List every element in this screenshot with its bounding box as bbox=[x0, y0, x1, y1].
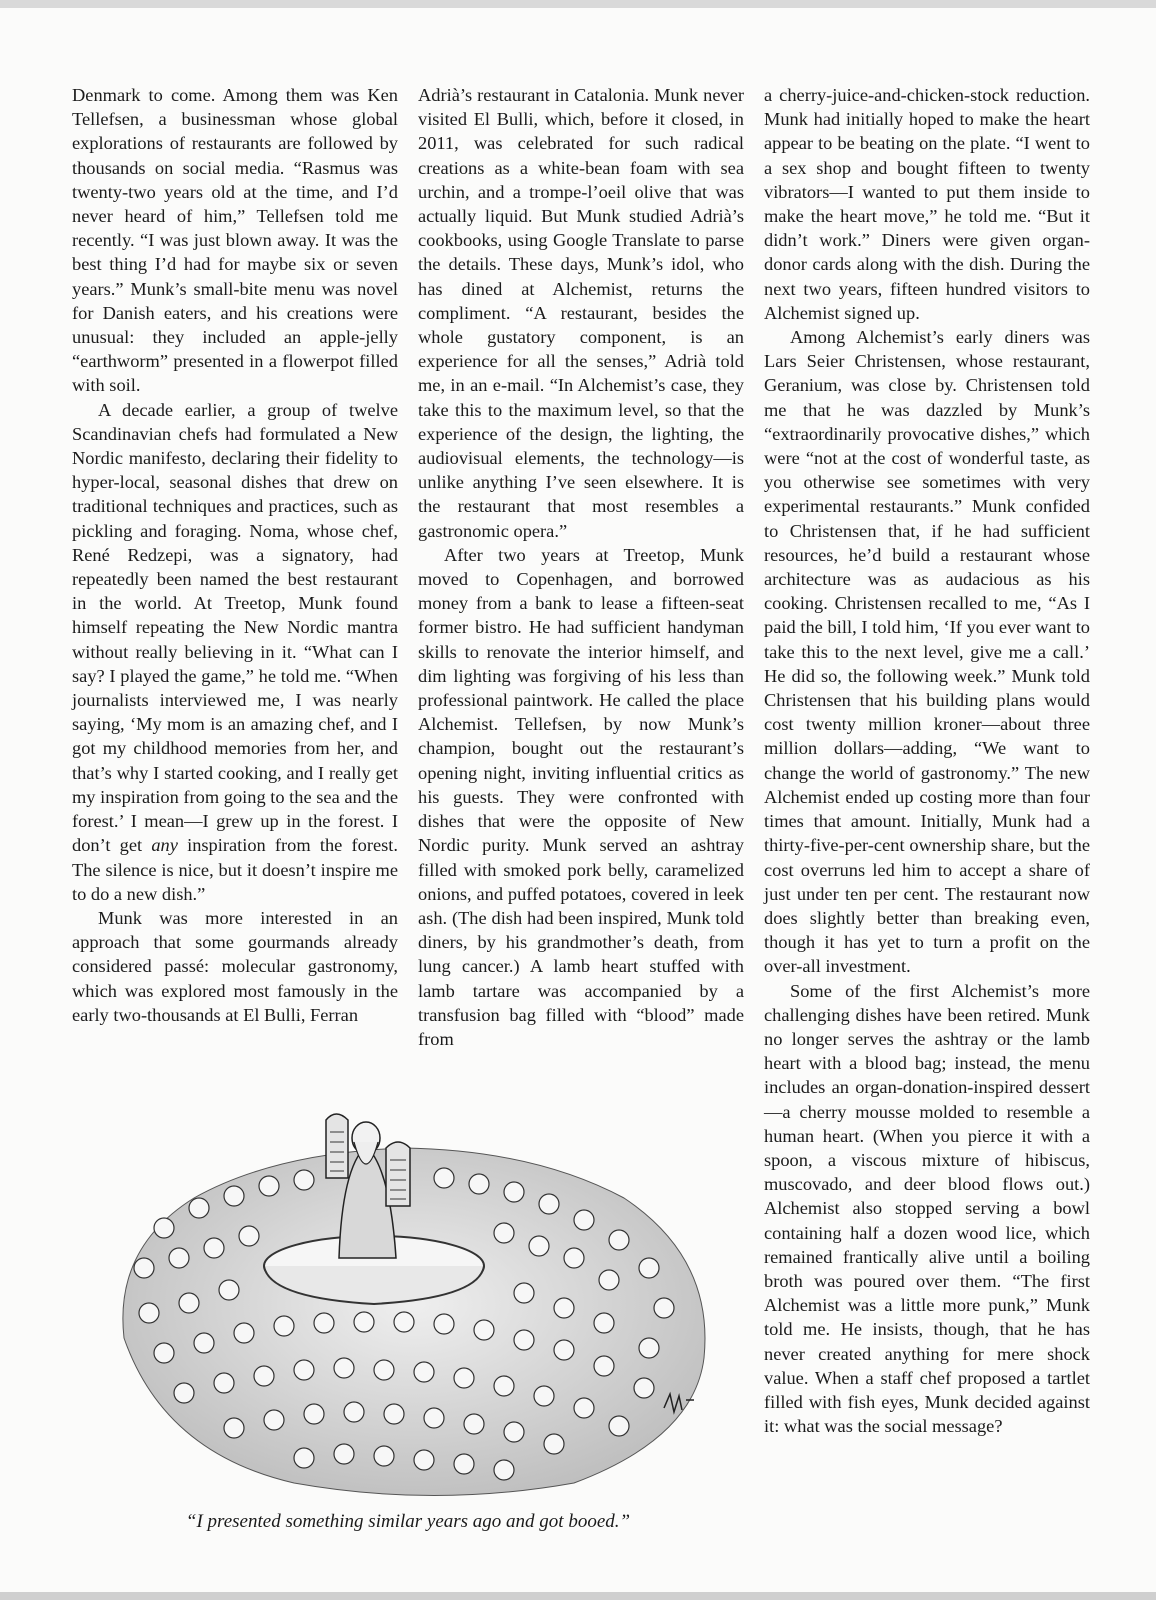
paragraph: Some of the first Alchemist’s more challenging dishes have been retired. Munk no longer serves the ashtray or the lamb heart with a blood bag; instead, the menu includes an organ-donation-inspired dessert—a cherry mousse molded to resemble a human heart. (When you pierce it with a spoon, a viscous mixture of hibiscus, muscovado, and deer blood flows out.) Alchemist also stopped serving a bowl containing half a dozen wood lice, which remained frantically alive until a boiling broth was poured over them. “The first Alchemist was a little more punk,” Munk told me. He insists, though, that he has never created anything for mere shock value. When a staff chef proposed a tartlet filled with fish eyes, Munk decided against it: what was the social message? bbox=[764, 980, 1090, 1437]
tablet-left bbox=[326, 1114, 348, 1178]
article-column-3 bbox=[764, 83, 1090, 1438]
paragraph bbox=[72, 398, 398, 906]
page-edge-bottom bbox=[0, 1592, 1156, 1600]
paragraph-text: A decade earlier, a group of twelve Scandinavian chefs had formulated a New Nordic manifesto, declaring their fidelity to hyper-local, seasonal dishes that drew on traditional techniques and practices, such as pickling and foraging. Noma, whose chef, René Redzepi, was a signatory, had repeatedly been named the best restaurant in the world. At Treetop, Munk found himself repeating the New Nordic mantra without really believing in it. “What can I say? I played the game,” he told me. “When journalists interviewed me, I was nearly saying, ‘My mom is an amazing chef, and I got my childhood memories from her, and that’s why I started cooking, and I really get my inspiration from going to the sea and the forest.’ I mean—I grew up in the forest. I don’t get bbox=[72, 399, 398, 856]
cartoon-illustration bbox=[104, 1108, 724, 1508]
cartoon-caption: “I presented something similar years ago and got booed.” bbox=[185, 1511, 631, 1532]
paragraph-text: inspiration from the forest. The silence is nice, but it doesn’t inspire me to do a new dish.” bbox=[72, 835, 398, 904]
paragraph: a cherry-juice-and-chicken-stock reduction. Munk had initially hoped to make the heart appear to be beating on the plate. “I went to a sex shop and bought fifteen to twenty vibrators—I wanted to put them inside to make the heart move,” he told me. “But it didn’t work.” Diners were given organ-donor cards along with the dish. During the next two years, fifteen hundred visitors to Alchemist signed up. bbox=[764, 85, 1090, 323]
tablet-right bbox=[386, 1142, 410, 1206]
article-column-1 bbox=[72, 83, 398, 1027]
paragraph: Munk was more interested in an approach that some gourmands already considered passé: molecular gastronomy, which was explored most famously in the early two-thousands at El Bulli, Ferran bbox=[72, 907, 398, 1025]
page-edge-top bbox=[0, 0, 1156, 8]
paragraph: After two years at Treetop, Munk moved to Copenhagen, and borrowed money from a bank to lease a fifteen-seat former bistro. He had sufficient handyman skills to renovate the interior himself, and dim lighting was forgiving of his less than professional paintwork. He called the place Alchemist. Tellefsen, by now Munk’s champion, bought out the restaurant’s opening night, inviting influential critics as his guests. They were confronted with dishes that were the opposite of New Nordic purity. Munk served an ashtray filled with smoked pork belly, caramelized onions, and puffed potatoes, covered in leek ash. (The dish had been inspired, Munk told diners, by his grandmother’s death, from lung cancer.) A lamb heart stuffed with lamb tartare was accompanied by a transfusion bag filled with “blood” made from bbox=[418, 544, 744, 1049]
paragraph: Among Alchemist’s early diners was Lars Seier Christensen, whose restaurant, Geranium, was close by. Christensen told me that he was dazzled by Munk’s “extraordinarily provocative dishes,” which were “not at the cost of wonderful taste, as you otherwise see sometimes with very experimental restaurants.” Munk confided to Christensen that, if he had sufficient resources, he’d build a restaurant whose architecture was as audacious as his cooking. Christensen recalled to me, “As I paid the bill, I told him, ‘If you ever want to take this to the next level, give me a call.’ He did so, the following week.” Munk told Christensen that his building plans would cost twenty million kroner—about three million dollars—adding, “We want to change the world of gastronomy.” The new Alchemist ended up costing more than four times that amount. Initially, Munk had a thirty-five-per-cent ownership share, but the cost overruns led him to accept a share of just under ten per cent. The restaurant now does slightly better than breaking even, though it has yet to turn a profit on the over-all investment. bbox=[764, 327, 1090, 977]
paragraph: Denmark to come. Among them was Ken Tellefsen, a businessman whose global explorations of restaurants are followed by thousands on social media. “Rasmus was twenty-two years old at the time, and I’d never heard of him,” Tellefsen told me recently. “I was just blown away. It was the best thing I’d had for maybe six or seven years.” Munk’s small-bite menu was novel for Danish eaters, and his creations were unusual: they included an apple-jelly “earthworm” presented in a flowerpot filled with soil. bbox=[72, 85, 398, 396]
paragraph: Adrià’s restaurant in Catalonia. Munk never visited El Bulli, which, before it closed, in 2011, was celebrated for such radical creations as a white-bean foam with sea urchin, and a trompe-l’oeil olive that was actually liquid. But Munk studied Adrià’s cookbooks, using Google Translate to parse the details. These days, Munk’s idol, who has dined at Alchemist, returns the compliment. “A restaurant, besides the whole gustatory component, is an experience for all the senses,” Adrià told me, in an e-mail. “In Alchemist’s case, they take this to the maximum level, so that the experience of the design, the lighting, the audiovisual elements, the technology—is unlike anything I’ve seen elsewhere. It is the restaurant that most resembles a gastronomic opera.” bbox=[418, 85, 744, 541]
article-column-2 bbox=[418, 83, 744, 1051]
emphasis: any bbox=[151, 835, 178, 856]
